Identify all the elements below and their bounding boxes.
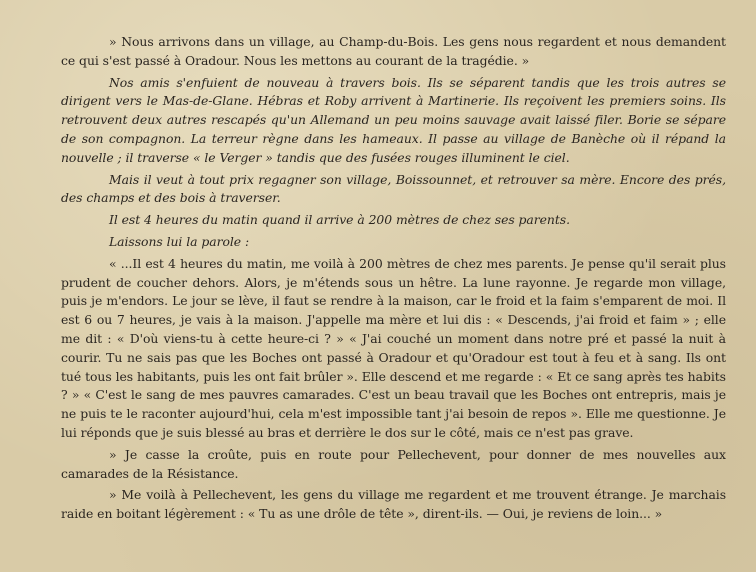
paragraph-arrival: » Nous arrivons dans un village, au Champ-du-Bois. Les gens nous regardent et nous demandent ce qui s'est passé à Oradour. Nous les mettons au courant de la tragédie. » (61, 34, 726, 68)
paragraph-narration-flight: Nos amis s'enfuient de nouveau à travers bois. Ils se séparent tandis que les trois autres se dirigent vers le Mas-de-Glane. Hébras et Roby arrivent à Martinerie. Ils reçoivent les premiers soins. Ils retrouvent deux autres rescapés qu'un Allemand un peu moins sauvage avait laissé filer. Borie se sépare de son compagnon. La terreur règne dans les hameaux. Il passe au village de Banèche où il répand la nouvelle ; il traverse « le Verger » tandis que des fusées rouges illuminent le ciel. (61, 74, 726, 165)
paragraph-testimony: « ...Il est 4 heures du matin, me voilà à 200 mètres de chez mes parents. Je pense qu'il serait plus prudent de coucher dehors. Alors, je m'étends sous un hêtre. La lune rayonne. Je regarde mon village, puis je m'endors. Le jour se lève, il faut se rendre à la maison, car le froid et la faim s'emparent de moi. Il est 6 ou 7 heures, je vais à la maison. J'appelle ma mère et lui dis : « Descends, j'ai froid et faim » ; elle me dit : « D'où viens-tu à cette heure-ci ? » « J'ai couché un moment dans notre pré et passé la nuit à courir. Tu ne sais pas que les Boches ont passé à Oradour et qu'Oradour est tout à feu et à sang. Ils ont tué tous les habitants, puis les ont fait brûler ». Elle descend et me regarde : « Et ce sang après tes habits ? » « C'est le sang de mes pauvres camarades. C'est un beau travail que les Boches ont entrepris, mais je ne puis te le raconter aujourd'hui, cela m'est impossible tant j'ai besoin de repos ». Elle me questionne. Je lui réponds que je suis blessé au bras et derrière le dos sur le côté, mais ce n'est pas grave. (61, 255, 726, 440)
paragraph-narration-village: Mais il veut à tout prix regagner son village, Boissounnet, et retrouver sa mère. Encore des prés, des champs et des bois à traverser. (61, 171, 726, 206)
paragraph-narration-intro: Laissons lui la parole : (109, 233, 250, 249)
paragraph-narration-time: Il est 4 heures du matin quand il arrive à 200 mètres de chez ses parents. (109, 212, 570, 228)
paragraph-pellechevent-route: » Je casse la croûte, puis en route pour Pellechevent, pour donner de mes nouvelles aux camarades de la Résistance. (61, 446, 726, 481)
paragraph-pellechevent-arrival: » Me voilà à Pellechevent, les gens du village me regardent et me trouvent étrange. Je marchais raide en boitant légèrement : « Tu as une drôle de tête », dirent-ils. — Oui, je reviens de loin... » (61, 487, 726, 522)
